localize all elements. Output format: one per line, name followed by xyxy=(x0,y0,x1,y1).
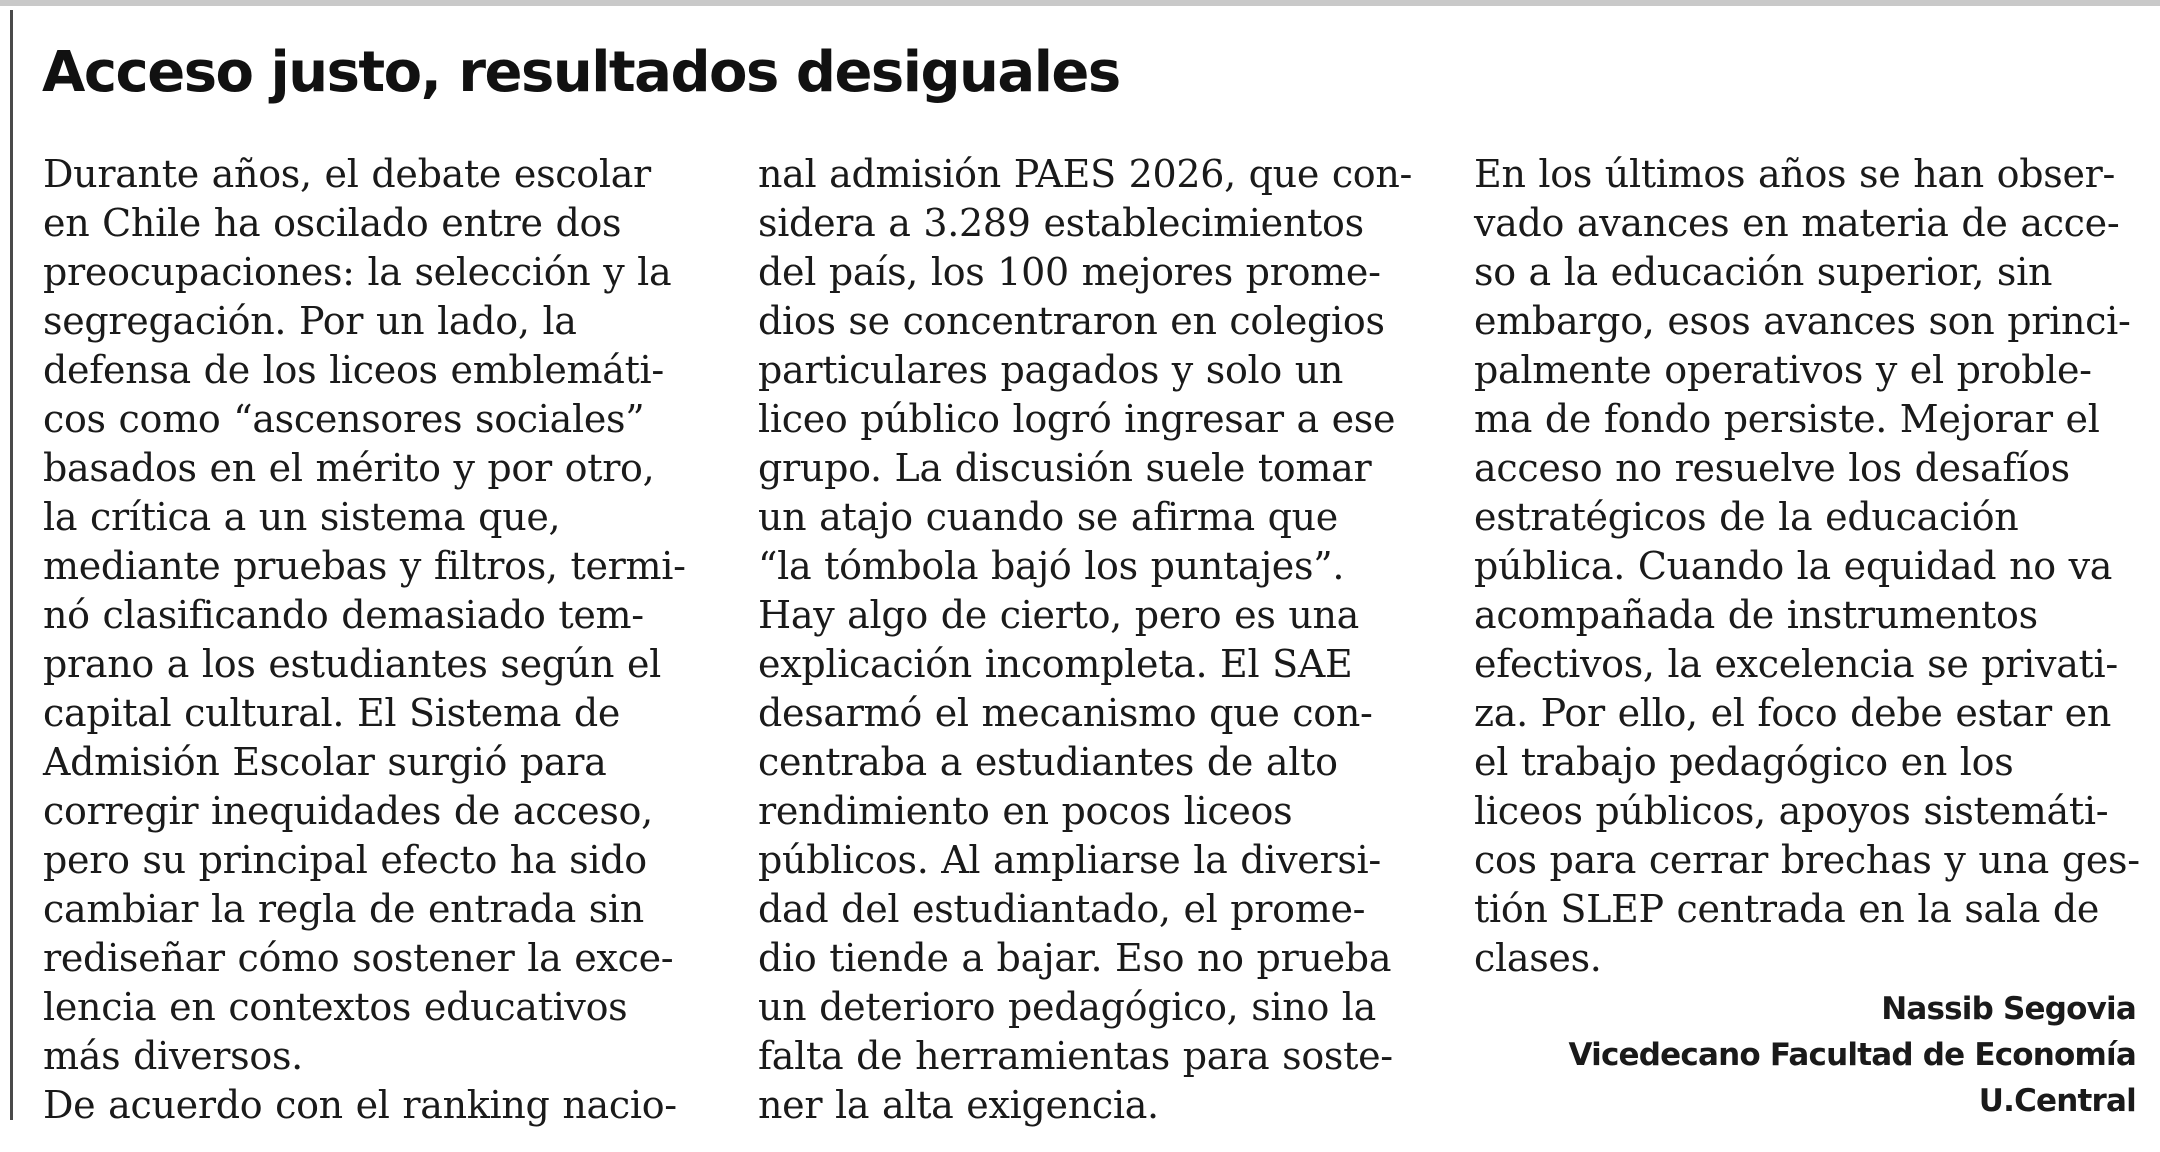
text-line: nó clasificando demasiado tem- xyxy=(43,593,644,637)
text-line: centraba a estudiantes de alto xyxy=(758,740,1338,784)
text-line: Admisión Escolar surgió para xyxy=(43,740,607,784)
text-line: cos como “ascensores sociales” xyxy=(43,397,645,441)
text-line: capital cultural. El Sistema de xyxy=(43,691,621,735)
text-line: pero su principal efecto ha sido xyxy=(43,838,647,882)
text-line: ner la alta exigencia. xyxy=(758,1083,1159,1127)
text-line: dad del estudiantado, el prome- xyxy=(758,887,1366,931)
text-line: del país, los 100 mejores prome- xyxy=(758,250,1381,294)
left-column-rule xyxy=(10,10,13,1120)
text-line: liceo público logró ingresar a ese xyxy=(758,397,1396,441)
text-line: cos para cerrar brechas y una ges- xyxy=(1474,838,2140,882)
author-signature xyxy=(1569,986,2137,1124)
text-line: “la tómbola bajó los puntajes”. xyxy=(758,544,1345,588)
text-line: defensa de los liceos emblemáti- xyxy=(43,348,664,392)
text-line: nal admisión PAES 2026, que con- xyxy=(758,152,1413,196)
article-column-3 xyxy=(1474,150,2144,983)
text-line: embargo, esos avances son princi- xyxy=(1474,299,2131,343)
text-line: preocupaciones: la selección y la xyxy=(43,250,672,294)
text-line: particulares pagados y solo un xyxy=(758,348,1344,392)
text-line: acompañada de instrumentos xyxy=(1474,593,2038,637)
text-line: más diversos. xyxy=(43,1034,303,1078)
text-line: Durante años, el debate escolar xyxy=(43,152,651,196)
text-line: rediseñar cómo sostener la exce- xyxy=(43,936,674,980)
text-line: Hay algo de cierto, pero es una xyxy=(758,593,1360,637)
text-line: explicación incompleta. El SAE xyxy=(758,642,1353,686)
text-line: De acuerdo con el ranking nacio- xyxy=(43,1083,677,1127)
text-line: sidera a 3.289 establecimientos xyxy=(758,201,1364,245)
text-line: desarmó el mecanismo que con- xyxy=(758,691,1373,735)
article-headline: Acceso justo, resultados desiguales xyxy=(42,40,1120,105)
text-line: so a la educación superior, sin xyxy=(1474,250,2053,294)
text-line: liceos públicos, apoyos sistemáti- xyxy=(1474,789,2109,833)
text-line: estratégicos de la educación xyxy=(1474,495,2019,539)
text-line: un deterioro pedagógico, sino la xyxy=(758,985,1377,1029)
article-column-2 xyxy=(758,150,1413,1130)
text-line: el trabajo pedagógico en los xyxy=(1474,740,2014,784)
text-line: vado avances en materia de acce- xyxy=(1474,201,2120,245)
text-line: públicos. Al ampliarse la diversi- xyxy=(758,838,1381,882)
text-line: grupo. La discusión suele tomar xyxy=(758,446,1372,490)
text-line: prano a los estudiantes según el xyxy=(43,642,661,686)
article-column-1 xyxy=(43,150,693,1130)
text-line: lencia en contextos educativos xyxy=(43,985,628,1029)
text-line: rendimiento en pocos liceos xyxy=(758,789,1293,833)
text-line: dios se concentraron en colegios xyxy=(758,299,1385,343)
text-line: mediante pruebas y filtros, termi- xyxy=(43,544,686,588)
top-rule xyxy=(0,0,2160,6)
text-line: un atajo cuando se afirma que xyxy=(758,495,1338,539)
text-line: cambiar la regla de entrada sin xyxy=(43,887,644,931)
text-line: tión SLEP centrada en la sala de xyxy=(1474,887,2100,931)
text-line: efectivos, la excelencia se privati- xyxy=(1474,642,2118,686)
text-line: En los últimos años se han obser- xyxy=(1474,152,2116,196)
text-line: ma de fondo persiste. Mejorar el xyxy=(1474,397,2100,441)
text-line: falta de herramientas para soste- xyxy=(758,1034,1393,1078)
author-institution: U.Central xyxy=(1978,1083,2136,1119)
author-role: Vicedecano Facultad de Economía xyxy=(1568,1037,2136,1073)
text-line: segregación. Por un lado, la xyxy=(43,299,577,343)
text-line: acceso no resuelve los desafíos xyxy=(1474,446,2070,490)
author-name: Nassib Segovia xyxy=(1881,991,2136,1027)
text-line: en Chile ha oscilado entre dos xyxy=(43,201,622,245)
text-line: dio tiende a bajar. Eso no prueba xyxy=(758,936,1392,980)
text-line: za. Por ello, el foco debe estar en xyxy=(1474,691,2112,735)
text-line: corregir inequidades de acceso, xyxy=(43,789,653,833)
text-line: pública. Cuando la equidad no va xyxy=(1474,544,2113,588)
text-line: basados en el mérito y por otro, xyxy=(43,446,655,490)
text-line: clases. xyxy=(1474,936,1602,980)
text-line: palmente operativos y el proble- xyxy=(1474,348,2092,392)
text-line: la crítica a un sistema que, xyxy=(43,495,561,539)
